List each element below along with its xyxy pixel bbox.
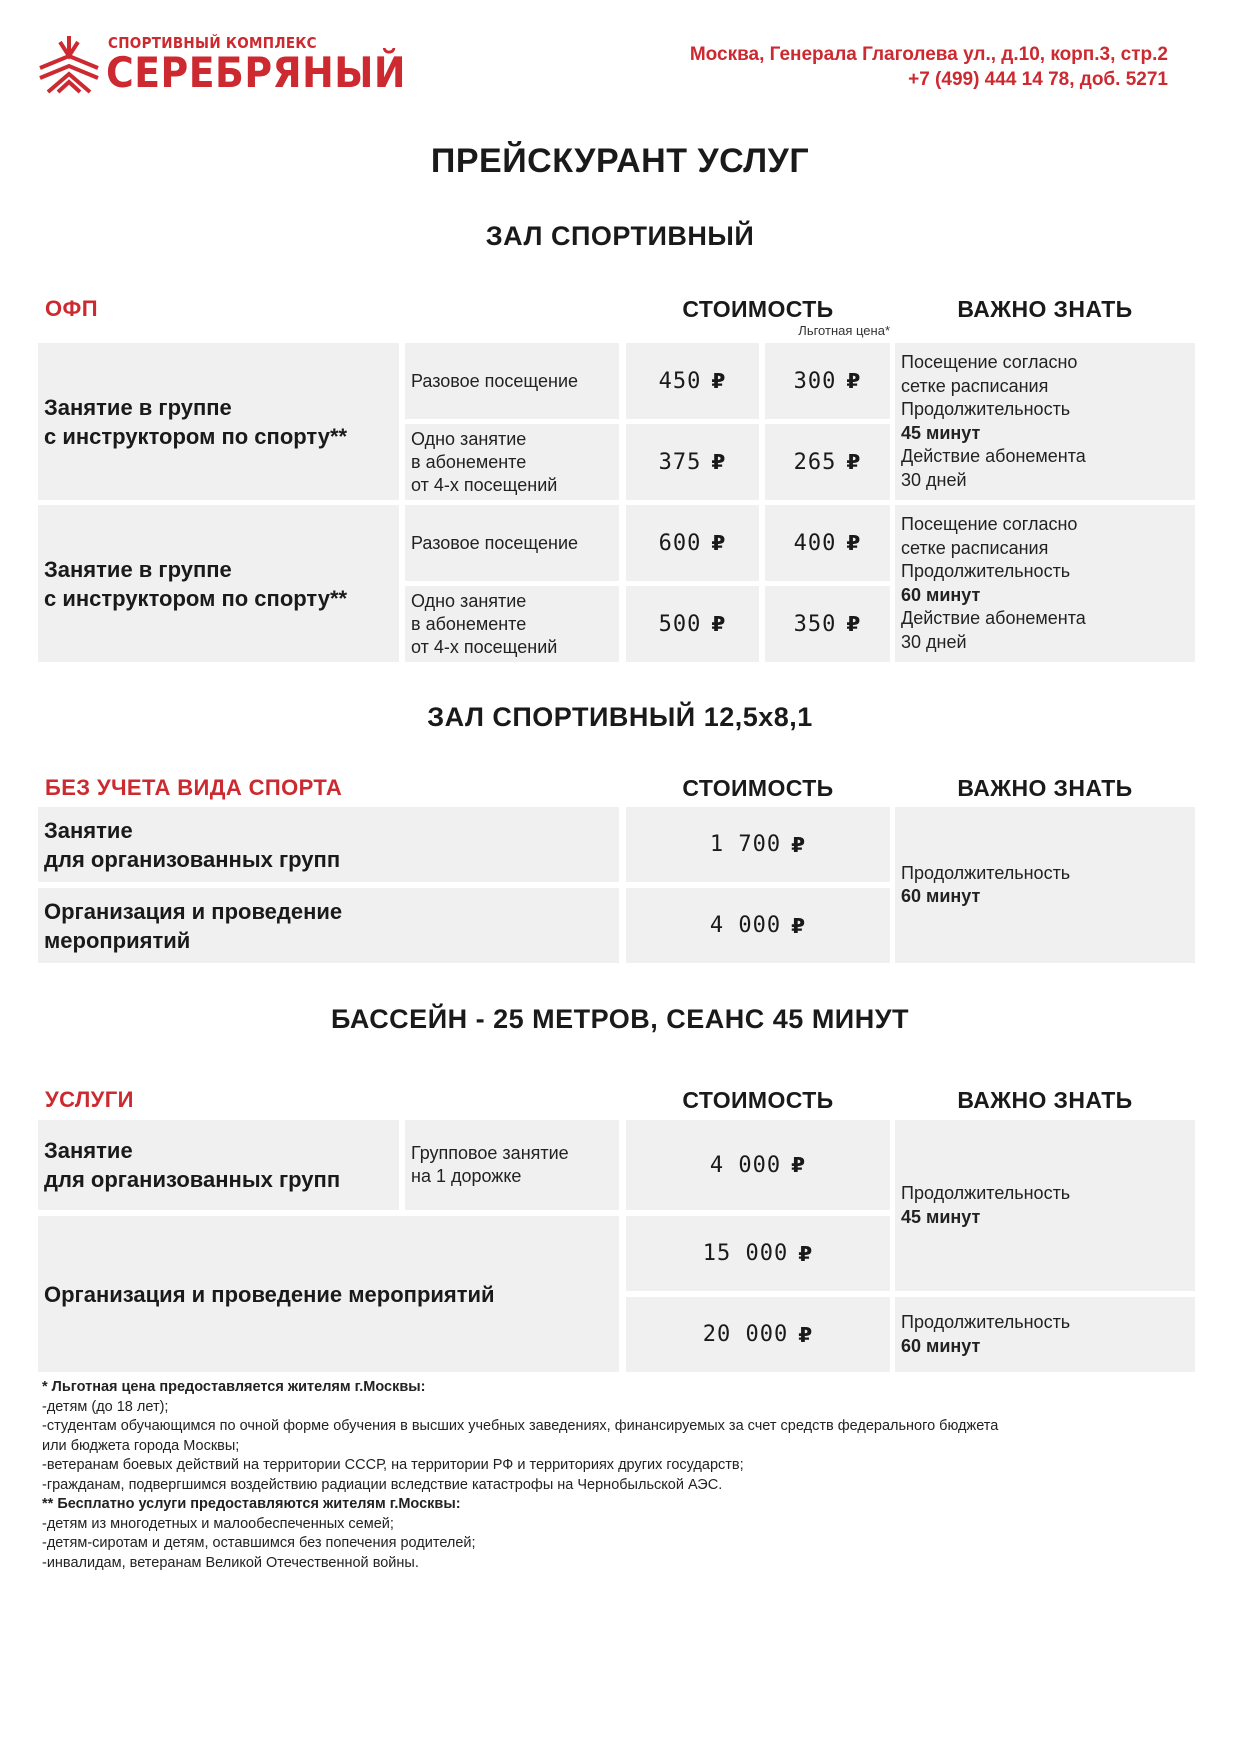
contact-block xyxy=(468,42,1168,92)
ruble-icon: ₽ xyxy=(711,612,727,636)
ruble-icon: ₽ xyxy=(846,450,862,474)
note-duration: 60 минут xyxy=(901,584,981,605)
service-line: для организованных групп xyxy=(44,846,341,872)
note-line: Продолжительность xyxy=(901,1183,1071,1203)
price-cell xyxy=(626,424,759,500)
footnotes xyxy=(42,1378,1202,1573)
important-note xyxy=(895,1120,1195,1291)
discount-price-cell xyxy=(765,586,890,662)
price-value: 265 xyxy=(793,449,837,475)
price-cell xyxy=(626,1216,890,1291)
note-line: Посещение согласно xyxy=(901,352,1078,372)
service-line: Занятие в группе xyxy=(44,394,232,420)
service-group-class-60 xyxy=(38,505,399,662)
note-line: Продолжительность xyxy=(901,1312,1071,1332)
ruble-icon: ₽ xyxy=(791,1153,807,1177)
footnote-item: -ветеранам боевых действий на территории СССР, на территории РФ и территориях других государств; xyxy=(42,1457,744,1473)
service-group-class-45 xyxy=(38,343,399,500)
price-value: 500 xyxy=(658,611,702,637)
discount-price-note: Льготная цена* xyxy=(798,323,890,338)
service-line: Занятие xyxy=(44,817,133,843)
price-value: 1 700 xyxy=(709,832,782,857)
note-line: Посещение согласно xyxy=(901,514,1078,534)
price-cell xyxy=(626,343,759,419)
service-line: Организация и проведение мероприятий xyxy=(44,1281,495,1307)
price-cell xyxy=(626,586,759,662)
important-header: ВАЖНО ЗНАТЬ xyxy=(957,1087,1133,1113)
footnote-item: -инвалидам, ветеранам Великой Отечественной войны. xyxy=(42,1554,419,1571)
option-line: на 1 дорожке xyxy=(411,1166,522,1186)
address: Москва, Генерала Глаголева ул., д.10, корп.3, стр.2 xyxy=(689,44,1168,65)
option-label: Разовое посещение xyxy=(411,532,579,553)
ruble-icon: ₽ xyxy=(798,1322,814,1347)
footnote-item: -детям из многодетных и малообеспеченных семей; xyxy=(42,1515,394,1532)
ruble-icon: ₽ xyxy=(846,612,862,636)
footnote-title-free: ** Бесплатно услуги предоставляются жителям г.Москвы: xyxy=(42,1496,461,1512)
price-value: 350 xyxy=(793,611,837,637)
price-cell xyxy=(626,807,890,882)
service-line: Организация и проведение xyxy=(44,898,343,924)
footnote-item: -студентам обучающимся по очной форме обучения в высших учебных заведениях, финансируемых за счет средств федерального бюджета xyxy=(42,1418,999,1434)
ruble-icon: ₽ xyxy=(846,531,862,555)
price-value: 15 000 xyxy=(702,1241,789,1266)
option-line: Одно занятие xyxy=(411,428,527,449)
phone: +7 (499) 444 14 78, доб. 5271 xyxy=(908,69,1168,90)
note-duration: 60 минут xyxy=(901,886,981,906)
logo xyxy=(38,30,407,100)
note-line: Действие абонемента xyxy=(901,608,1086,628)
note-duration: 45 минут xyxy=(901,422,981,443)
section-label-ofp: ОФП xyxy=(45,296,98,321)
logo-emblem-icon xyxy=(38,34,100,96)
service-line: для организованных групп xyxy=(44,1167,341,1192)
option-subscription xyxy=(405,586,619,662)
option-subscription xyxy=(405,424,619,500)
price-value: 4 000 xyxy=(709,913,782,938)
price-value: 4 000 xyxy=(709,1152,782,1178)
note-line: сетке расписания xyxy=(901,537,1049,558)
important-header: ВАЖНО ЗНАТЬ xyxy=(957,775,1133,801)
note-line: сетке расписания xyxy=(901,375,1049,396)
ruble-icon: ₽ xyxy=(711,369,727,393)
discount-price-cell xyxy=(765,343,890,419)
section-title-gym: ЗАЛ СПОРТИВНЫЙ xyxy=(485,221,755,251)
price-cell xyxy=(626,1297,890,1372)
important-note xyxy=(895,343,1195,500)
note-duration: 45 минут xyxy=(901,1206,981,1227)
price-value: 600 xyxy=(658,530,702,556)
price-value: 450 xyxy=(658,368,702,394)
discount-price-cell xyxy=(765,424,890,500)
note-duration: 60 минут xyxy=(901,1335,981,1356)
cost-header: СТОИМОСТЬ xyxy=(682,296,834,322)
option-line: в абонементе xyxy=(411,613,527,634)
ruble-icon: ₽ xyxy=(846,369,862,393)
note-line: 30 дней xyxy=(901,631,967,652)
option-single-visit xyxy=(405,505,619,581)
service-pool-events xyxy=(38,1216,619,1372)
cost-header: СТОИМОСТЬ xyxy=(682,775,834,801)
section-title-pool: БАССЕЙН - 25 МЕТРОВ, СЕАНС 45 МИНУТ xyxy=(330,1004,909,1034)
discount-price-cell xyxy=(765,505,890,581)
note-line: Продолжительность xyxy=(901,561,1071,581)
price-cell xyxy=(626,505,759,581)
logo-subtitle: СПОРТИВНЫЙ КОМПЛЕКС xyxy=(108,34,317,52)
important-note xyxy=(895,1297,1195,1372)
important-note xyxy=(895,807,1195,963)
ruble-icon: ₽ xyxy=(798,1241,814,1266)
footnote-item: -детям (до 18 лет); xyxy=(42,1398,169,1415)
important-note xyxy=(895,505,1195,662)
note-line: Действие абонемента xyxy=(901,446,1086,466)
section-label-no-sport: БЕЗ УЧЕТА ВИДА СПОРТА xyxy=(45,775,343,800)
option-line: от 4-х посещений xyxy=(411,474,558,495)
service-line: с инструктором по спорту** xyxy=(44,423,348,449)
footnote-item: или бюджета города Москвы; xyxy=(42,1437,240,1454)
important-header: ВАЖНО ЗНАТЬ xyxy=(957,296,1133,322)
logo-name: СЕРЕБРЯНЫЙ xyxy=(106,48,407,97)
footnote-item: -детям-сиротам и детям, оставшимся без попечения родителей; xyxy=(42,1535,476,1551)
note-line: Продолжительность xyxy=(901,862,1071,883)
ruble-icon: ₽ xyxy=(791,913,807,938)
option-line: от 4-х посещений xyxy=(411,636,558,657)
price-cell xyxy=(626,1120,890,1210)
service-events xyxy=(38,888,619,963)
service-pool-organized-groups xyxy=(38,1120,399,1210)
section-label-services: УСЛУГИ xyxy=(45,1087,134,1112)
footnote-item: -гражданам, подвергшимся воздействию радиации вследствие катастрофы на Чернобыльской АЭС. xyxy=(42,1476,723,1493)
service-line: Занятие xyxy=(44,1138,133,1163)
option-lane xyxy=(405,1120,619,1210)
price-cell xyxy=(626,888,890,963)
price-value: 400 xyxy=(793,530,837,556)
ruble-icon: ₽ xyxy=(711,531,727,555)
note-line: Продолжительность xyxy=(901,399,1071,419)
option-single-visit xyxy=(405,343,619,419)
ruble-icon: ₽ xyxy=(711,450,727,474)
price-value: 375 xyxy=(658,449,702,475)
option-line: в абонементе xyxy=(411,451,527,472)
service-line: мероприятий xyxy=(44,927,191,953)
ruble-icon: ₽ xyxy=(791,832,807,857)
option-label: Разовое посещение xyxy=(411,370,579,391)
page-title: ПРЕЙСКУРАНТ УСЛУГ xyxy=(430,142,810,180)
footnote-title-discount: * Льготная цена предоставляется жителям г.Москвы: xyxy=(42,1379,426,1395)
option-line: Одно занятие xyxy=(411,590,527,611)
service-line: с инструктором по спорту** xyxy=(44,585,348,611)
note-line: 30 дней xyxy=(901,469,967,490)
cost-header: СТОИМОСТЬ xyxy=(682,1087,834,1113)
price-value: 300 xyxy=(793,368,837,394)
service-line: Занятие в группе xyxy=(44,556,232,582)
price-value: 20 000 xyxy=(702,1322,789,1347)
service-organized-groups xyxy=(38,807,619,882)
section-title-gym-size: ЗАЛ СПОРТИВНЫЙ 12,5х8,1 xyxy=(427,702,813,732)
option-line: Групповое занятие xyxy=(411,1143,569,1163)
